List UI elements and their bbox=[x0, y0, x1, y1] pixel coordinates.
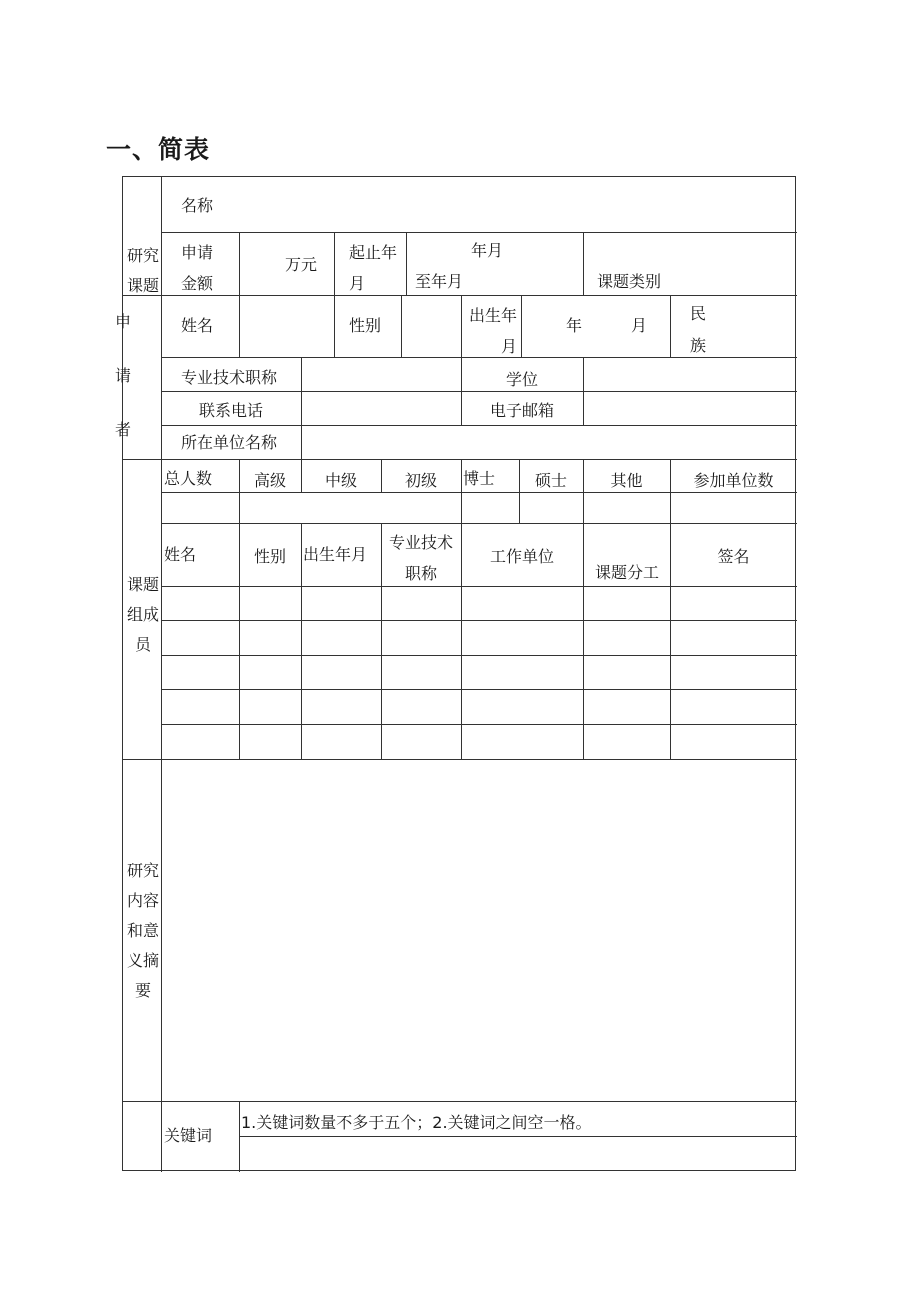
member-header-signature: 签名 bbox=[717, 546, 750, 566]
professional-title-label: 专业技术职称 bbox=[181, 368, 278, 387]
phone-label: 联系电话 bbox=[198, 400, 263, 420]
page-title: 一、简表 bbox=[106, 135, 211, 164]
row-divider bbox=[161, 523, 797, 524]
period-label: 起止年月 bbox=[349, 243, 398, 293]
amount-label: 申请金额 bbox=[181, 243, 214, 293]
member-header-division: 课题分工 bbox=[595, 563, 660, 582]
column-divider bbox=[239, 1101, 240, 1172]
member-header-unit: 工作单位 bbox=[489, 546, 554, 566]
member-header-title: 专业技术职称 bbox=[388, 533, 453, 583]
row-divider bbox=[161, 724, 797, 725]
member-header-name: 姓名 bbox=[164, 545, 197, 564]
keywords-input[interactable] bbox=[241, 1138, 795, 1170]
member-header-birth: 出生年月 bbox=[303, 545, 368, 564]
period-from: 年月 bbox=[471, 241, 504, 260]
column-divider bbox=[334, 232, 335, 295]
count-header-senior: 高级 bbox=[253, 470, 286, 490]
birth-year: 年 bbox=[566, 316, 583, 335]
applicant-gender-label: 性别 bbox=[349, 316, 382, 335]
research-topic-section-label: 研究课题 bbox=[126, 246, 159, 295]
members-section-label: 课题组成员 bbox=[126, 575, 159, 654]
column-divider bbox=[583, 523, 584, 759]
count-header-intermediate: 中级 bbox=[324, 470, 357, 490]
column-divider bbox=[161, 177, 162, 1172]
column-divider bbox=[670, 295, 671, 357]
column-divider bbox=[239, 295, 240, 357]
applicant-section-label: 申请者 bbox=[114, 312, 131, 439]
count-header-total: 总人数 bbox=[164, 469, 213, 488]
count-header-units: 参加单位数 bbox=[693, 470, 774, 490]
keywords-label: 关键词 bbox=[164, 1126, 213, 1145]
column-divider bbox=[461, 295, 462, 357]
column-divider bbox=[406, 232, 407, 295]
row-divider bbox=[161, 655, 797, 656]
column-divider bbox=[583, 232, 584, 295]
column-divider bbox=[401, 295, 402, 357]
applicant-birth-label: 出生年月 bbox=[468, 306, 517, 356]
count-header-junior: 初级 bbox=[404, 470, 437, 490]
period-to: 至年月 bbox=[415, 272, 464, 291]
row-divider bbox=[123, 1101, 797, 1102]
count-header-phd: 博士 bbox=[463, 469, 496, 488]
row-divider bbox=[161, 232, 797, 233]
row-divider bbox=[161, 586, 797, 587]
amount-unit: 万元 bbox=[285, 255, 318, 274]
unit-name-label: 所在单位名称 bbox=[181, 433, 278, 452]
row-divider bbox=[123, 759, 797, 760]
column-divider bbox=[583, 357, 584, 425]
summary-content-area[interactable] bbox=[163, 761, 795, 1099]
topic-category-label: 课题类别 bbox=[597, 272, 662, 291]
applicant-name-label: 姓名 bbox=[181, 316, 214, 335]
column-divider bbox=[334, 295, 335, 357]
column-divider bbox=[301, 425, 302, 459]
application-form-table bbox=[114, 176, 796, 1171]
column-divider bbox=[301, 523, 302, 759]
member-header-gender: 性别 bbox=[253, 546, 286, 566]
column-divider bbox=[301, 357, 302, 425]
keywords-note: 1.关键词数量不多于五个；2.关键词之间空一格。 bbox=[241, 1113, 592, 1132]
count-header-master: 硕士 bbox=[534, 470, 567, 490]
degree-label: 学位 bbox=[505, 369, 538, 389]
applicant-ethnicity-label: 民族 bbox=[690, 304, 707, 355]
summary-section-label: 研究内容和意义摘要 bbox=[126, 861, 159, 1000]
column-divider bbox=[381, 523, 382, 759]
row-divider bbox=[161, 689, 797, 690]
column-divider bbox=[521, 295, 522, 357]
column-divider bbox=[239, 232, 240, 295]
email-label: 电子邮箱 bbox=[489, 400, 554, 420]
topic-name-label: 名称 bbox=[181, 196, 214, 215]
count-header-other: 其他 bbox=[610, 470, 643, 490]
birth-month: 月 bbox=[631, 316, 648, 335]
column-divider bbox=[461, 459, 462, 523]
row-divider bbox=[161, 620, 797, 621]
row-divider bbox=[161, 425, 797, 426]
row-divider bbox=[123, 459, 797, 460]
